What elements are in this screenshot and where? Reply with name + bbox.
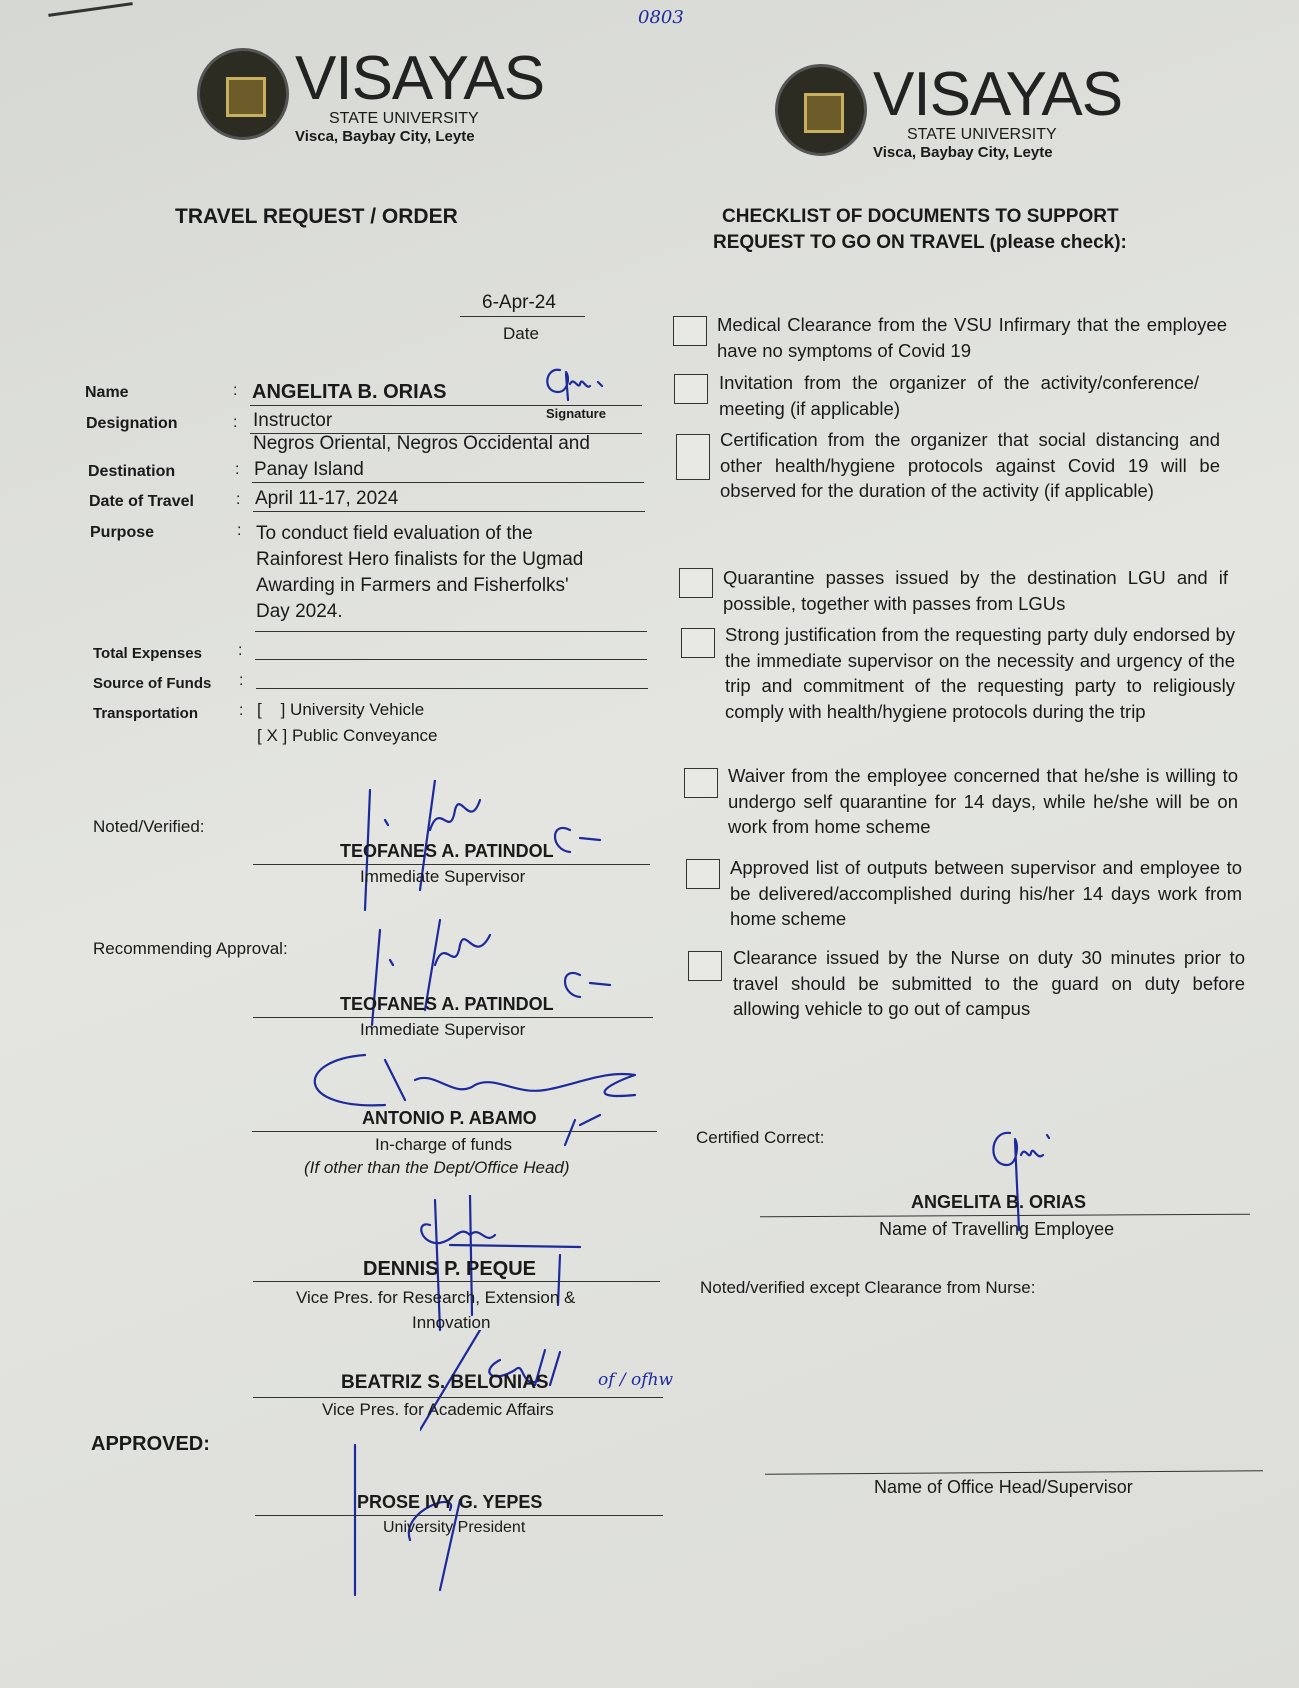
purpose-line: Rainforest Hero finalists for the Ugmad: [256, 549, 584, 570]
form-title: TRAVEL REQUEST / ORDER: [175, 205, 458, 228]
colon: :: [233, 382, 238, 399]
checklist-title-2: REQUEST TO GO ON TRAVEL (please check):: [713, 232, 1127, 253]
signatory-title: In-charge of funds: [375, 1135, 513, 1154]
designation-label: Designation: [86, 415, 178, 432]
checklist-checkbox[interactable]: [679, 568, 713, 598]
checklist-checkbox[interactable]: [681, 628, 715, 658]
signatory-title: Immediate Supervisor: [360, 1020, 526, 1039]
university-logo-right: [775, 60, 1123, 161]
total-expenses-label: Total Expenses: [93, 645, 202, 662]
handwritten-reference: 0803: [638, 7, 684, 28]
colon: :: [239, 672, 244, 689]
signatory-note: (If other than the Dept/Office Head): [304, 1158, 570, 1177]
logo-name: VISAYAS: [873, 60, 1123, 129]
name-label: Name: [85, 384, 129, 401]
destination-label: Destination: [88, 463, 176, 480]
purpose-label: Purpose: [90, 524, 155, 541]
date-of-travel-value: April 11-17, 2024: [255, 488, 399, 509]
checklist-checkbox[interactable]: [673, 316, 707, 346]
checklist-item: Approved list of outputs between supervisor and employee to be delivered/accomplished during his/her 14 days work from home scheme: [730, 857, 1242, 929]
logo-name: VISAYAS: [295, 44, 545, 113]
checklist-checkbox[interactable]: [686, 859, 720, 889]
signatory-title: Innovation: [412, 1313, 491, 1332]
recommending-approval-label: Recommending Approval:: [93, 939, 288, 958]
checklist-item: Waiver from the employee concerned that he/she is willing to undergo self quarantine for 14 days, while he/she will be on work from home scheme: [728, 765, 1238, 837]
colon: :: [238, 642, 243, 659]
signatory-name: ANTONIO P. ABAMO: [362, 1108, 537, 1128]
transport-university-vehicle: [ ] University Vehicle: [257, 700, 425, 719]
purpose-line: Awarding in Farmers and Fisherfolks': [256, 575, 569, 596]
colon: :: [235, 461, 240, 478]
transportation-label: Transportation: [93, 705, 199, 722]
university-seal-icon: [197, 48, 289, 140]
funds-signature: [305, 1040, 665, 1150]
signatory-title: Vice Pres. for Academic Affairs: [322, 1400, 554, 1419]
purpose-line: Day 2024.: [256, 601, 343, 622]
signatory-name: BEATRIZ S. BELONIAS: [341, 1372, 549, 1393]
checklist-checkbox[interactable]: [684, 768, 718, 798]
checklist-checkbox[interactable]: [688, 951, 722, 981]
source-of-funds-label: Source of Funds: [93, 675, 212, 692]
checklist-item: Strong justification from the requesting party duly endorsed by the immediate supervisor on the necessity and urgency of the trip and commitment of the requesting party to religiously comply with health/hygiene protocols during the trip: [725, 624, 1235, 722]
signature-label: Signature: [546, 406, 606, 421]
certified-employee-title: Name of Travelling Employee: [879, 1219, 1115, 1239]
checklist-checkbox[interactable]: [676, 434, 710, 480]
officer-in-charge-annotation: of / ofhw: [598, 1370, 674, 1390]
certified-correct-label: Certified Correct:: [696, 1128, 825, 1147]
checklist-title-1: CHECKLIST OF DOCUMENTS TO SUPPORT: [722, 206, 1119, 227]
date-label: Date: [503, 324, 539, 343]
colon: :: [239, 702, 244, 719]
checklist-item: Invitation from the organizer of the activity/conference/ meeting (if applicable): [719, 372, 1199, 419]
signatory-name: PROSE IVY G. YEPES: [357, 1492, 543, 1512]
signatory-title: Immediate Supervisor: [360, 867, 526, 886]
logo-location: Visca, Baybay City, Leyte: [873, 144, 1053, 161]
signatory-title: University President: [383, 1519, 526, 1536]
name-value: ANGELITA B. ORIAS: [252, 381, 447, 403]
logo-location: Visca, Baybay City, Leyte: [295, 128, 475, 145]
checklist-checkbox[interactable]: [674, 374, 708, 404]
date-of-travel-label: Date of Travel: [89, 493, 194, 510]
office-head-label: Name of Office Head/Supervisor: [874, 1477, 1133, 1497]
pen-mark: [48, 2, 133, 17]
university-logo-left: [197, 44, 545, 145]
approved-label: APPROVED:: [91, 1433, 210, 1455]
signatory-name: TEOFANES A. PATINDOL: [340, 841, 554, 861]
checklist-item: Quarantine passes issued by the destination LGU and if possible, together with passes from LGUs: [723, 567, 1228, 614]
transport-public-conveyance: [ X ] Public Conveyance: [257, 726, 438, 745]
signatory-title: Vice Pres. for Research, Extension &: [296, 1288, 576, 1307]
checklist-item: Certification from the organizer that social distancing and other health/hygiene protocols against Covid 19 will be observed for the duration of the activity (if applicable): [720, 429, 1220, 501]
noted-verified-label: Noted/Verified:: [93, 817, 205, 836]
colon: :: [233, 414, 238, 431]
purpose-value: [256, 521, 583, 625]
logo-sub: STATE UNIVERSITY: [329, 110, 479, 127]
signatory-name: DENNIS P. PEQUE: [363, 1258, 537, 1280]
designation-value: Instructor: [253, 410, 333, 431]
checklist-item: Clearance issued by the Nurse on duty 30 minutes prior to travel should be submitted to the guard on duty before allowing vehicle to go out of campus: [733, 947, 1245, 1019]
signatory-name: TEOFANES A. PATINDOL: [340, 994, 554, 1014]
purpose-line: To conduct field evaluation of the: [256, 523, 533, 544]
checklist-item: Medical Clearance from the VSU Infirmary that the employee have no symptoms of Covid 19: [717, 314, 1227, 361]
colon: :: [237, 522, 242, 539]
university-seal-icon: [775, 64, 867, 156]
noted-except-nurse-label: Noted/verified except Clearance from Nurse:: [700, 1278, 1036, 1297]
date-value: 6-Apr-24: [482, 292, 556, 313]
colon: :: [236, 491, 241, 508]
employee-signature: [540, 362, 610, 402]
destination-value-2: Panay Island: [254, 459, 364, 480]
logo-sub: STATE UNIVERSITY: [907, 126, 1057, 143]
certified-employee-name: ANGELITA B. ORIAS: [911, 1192, 1086, 1212]
destination-value-1: Negros Oriental, Negros Occidental and: [253, 433, 590, 454]
